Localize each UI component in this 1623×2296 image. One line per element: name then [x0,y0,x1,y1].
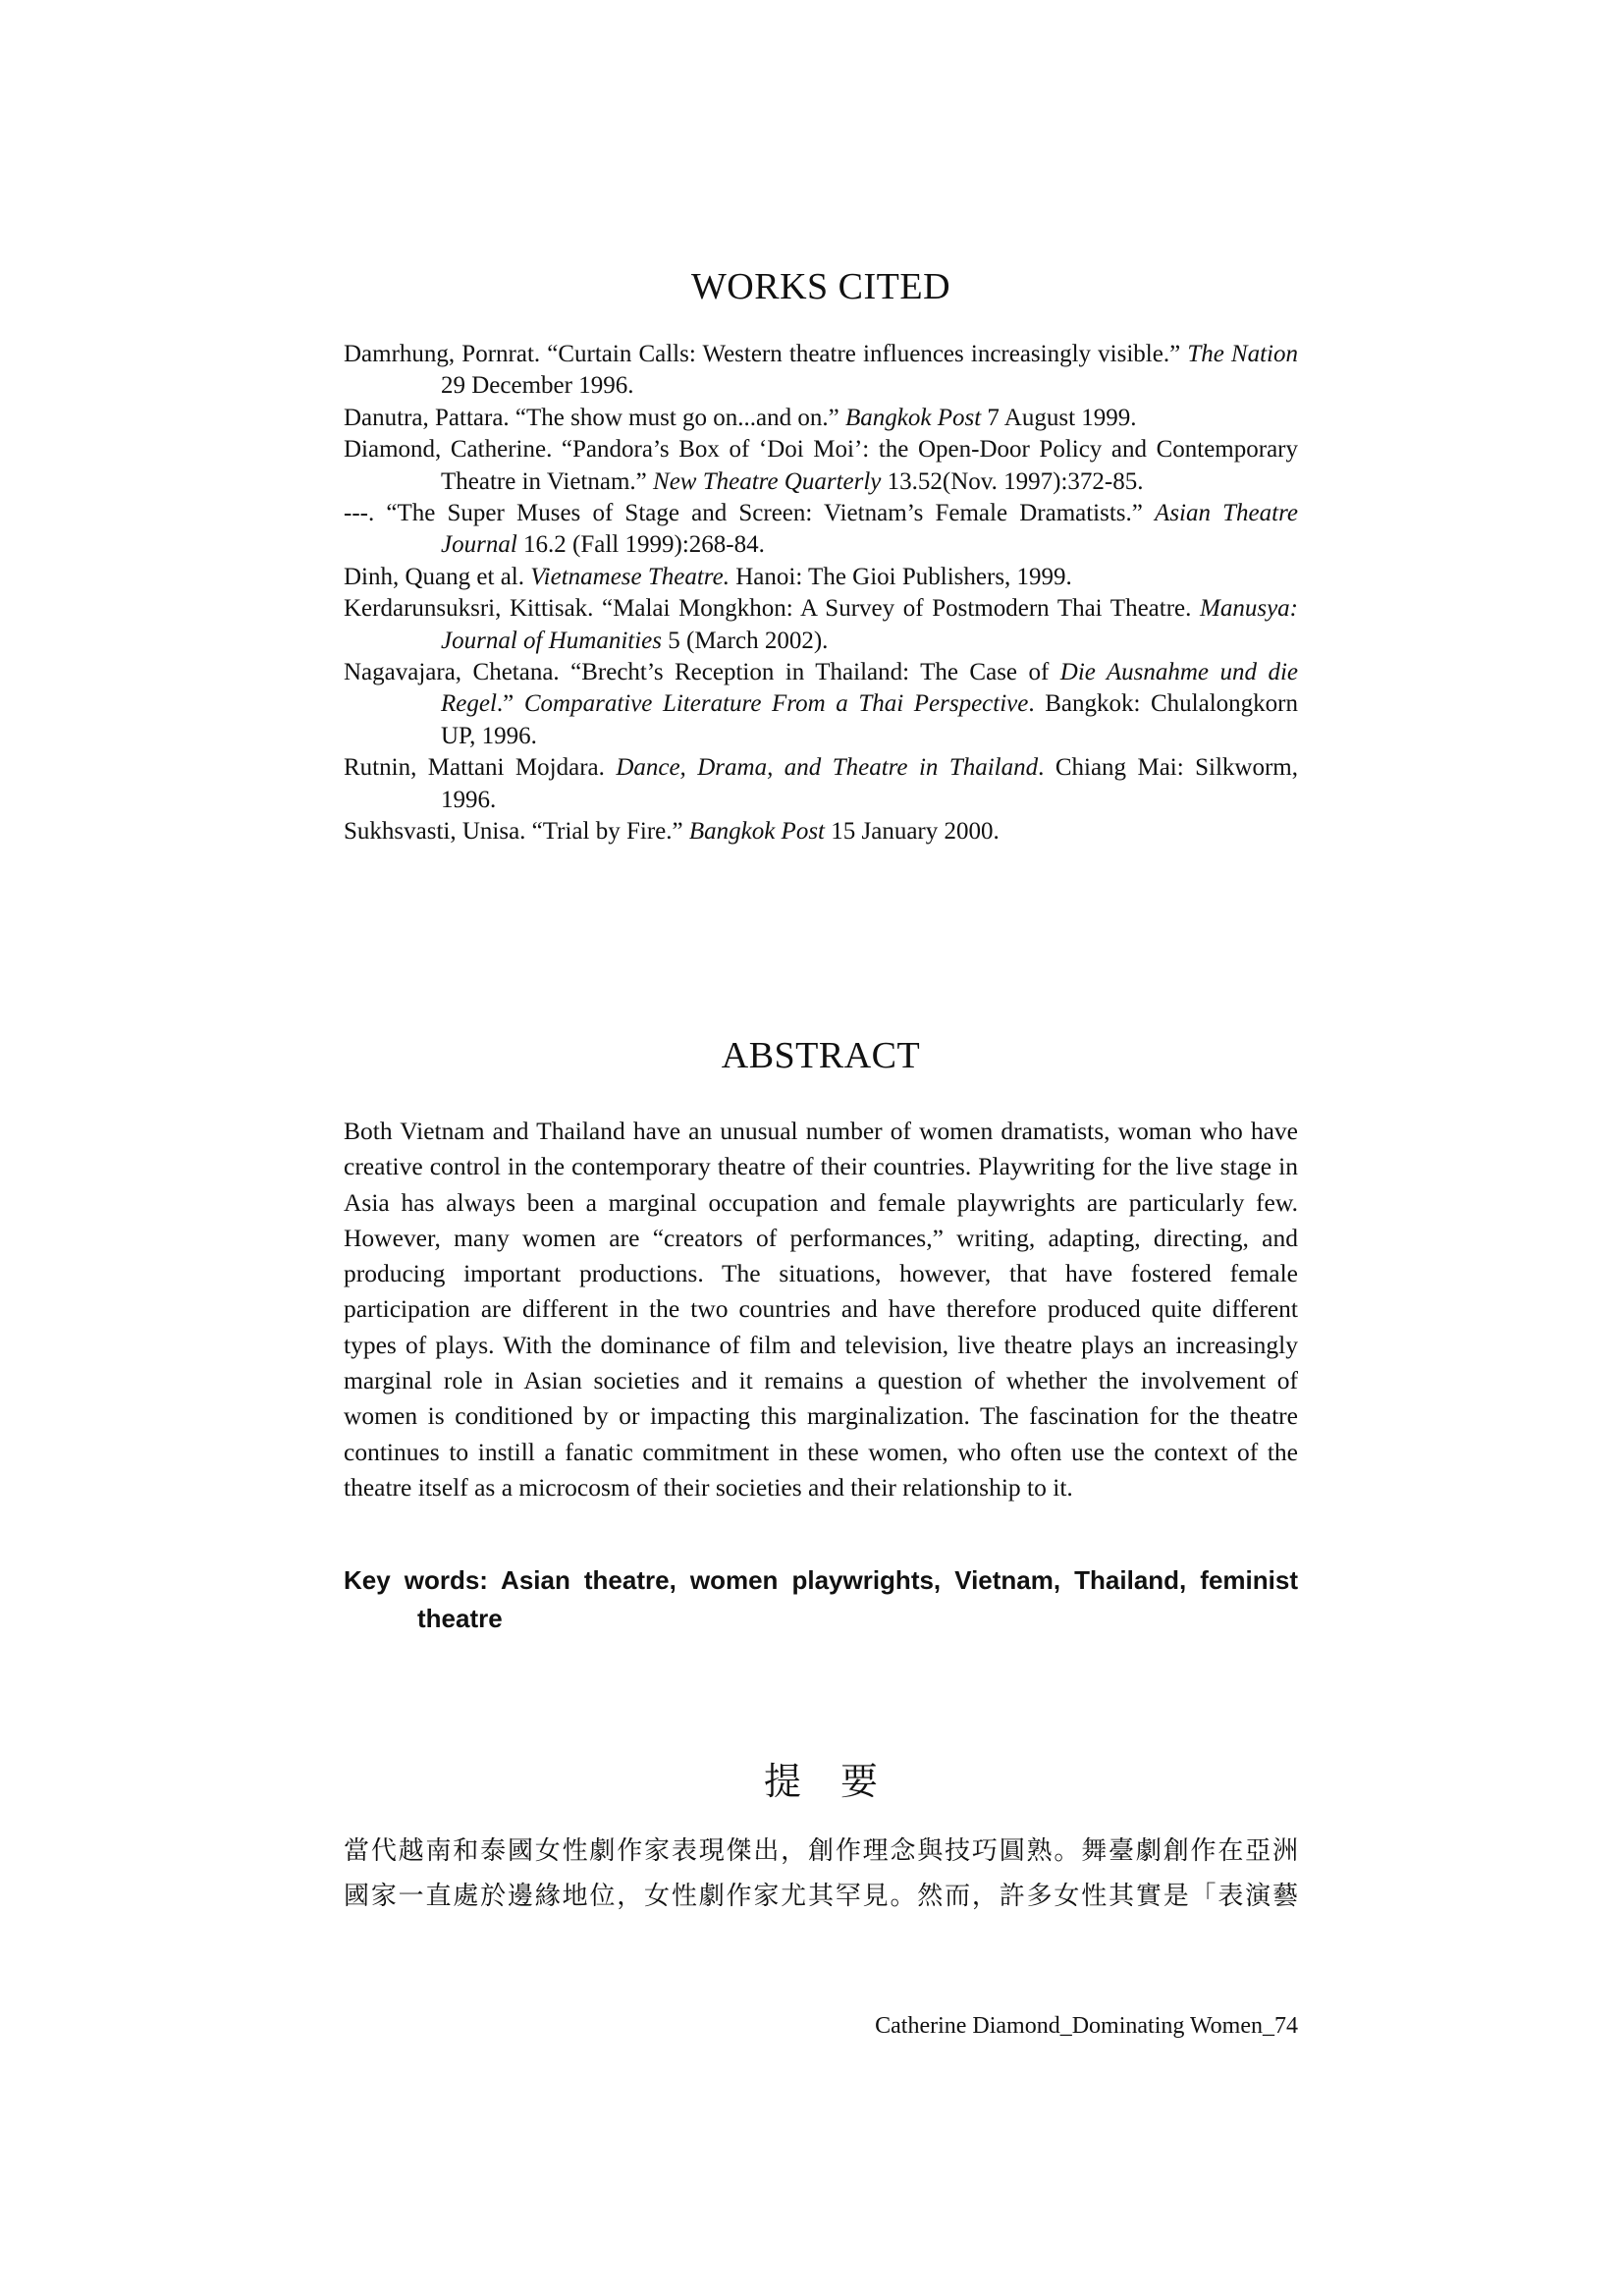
chinese-text-line: 當代越南和泰國女性劇作家表現傑出，創作理念與技巧圓熟。舞臺劇創作在亞洲 [344,1836,1298,1866]
citation-entry: Kerdarunsuksri, Kittisak. “Malai Mongkhon: A Survey of Postmodern Thai Theatre. Manusya: Journal of Humanities 5 (March 2002). [344,595,1298,654]
citation-entry: Nagavajara, Chetana. “Brecht’s Reception in Thailand: The Case of Die Ausnahme und die Regel.” Comparative Literature From a Thai Perspective. Bangkok: Chulalongkorn UP, 1996. [344,659,1298,749]
chinese-text-line: 國家一直處於邊緣地位，女性劇作家尤其罕見。然而，許多女性其實是「表演藝 [344,1882,1298,1911]
abstract-heading: ABSTRACT [721,1035,921,1076]
chinese-abstract-paragraph [344,1829,1298,1919]
running-footer: Catherine Diamond_Dominating Women_74 [875,2013,1298,2039]
keywords-line: Key words: Asian theatre, women playwrights, Vietnam, Thailand, feminist theatre [344,1565,1298,1633]
citation-entry: Sukhsvasti, Unisa. “Trial by Fire.” Bangkok Post 15 January 2000. [344,818,1000,846]
chinese-abstract-heading: 提要 [763,1762,917,1803]
citation-entry: Damrhung, Pornrat. “Curtain Calls: Western theatre influences increasingly visible.” The Nation 29 December 1996. [344,341,1299,400]
document-page [344,0,1298,2296]
citation-entry: Rutnin, Mattani Mojdara. Dance, Drama, and Theatre in Thailand. Chiang Mai: Silkworm, 1996. [344,754,1298,813]
citation-entry: Diamond, Catherine. “Pandora’s Box of ‘Doi Moi’: the Open-Door Policy and Contemporary Theatre in Vietnam.” New Theatre Quarterly 13.52(Nov. 1997):372-85. [344,436,1298,495]
citation-entry: ---. “The Super Muses of Stage and Screen: Vietnam’s Female Dramatists.” Asian Theatre Journal 16.2 (Fall 1999):268-84. [344,500,1298,559]
citation-entry: Dinh, Quang et al. Vietnamese Theatre. Hanoi: The Gioi Publishers, 1999. [344,563,1072,590]
citation-entry: Danutra, Pattara. “The show must go on...and on.” Bangkok Post 7 August 1999. [344,404,1137,431]
abstract-paragraph: Both Vietnam and Thailand have an unusual number of women dramatists, woman who have creative control in the contemporary theatre of their countries. Playwriting for the live stage in Asia has always been a marginal occupation and female playwrights are particularly few. However, many women are “creators of performances,” writing, adapting, directing, and producing important productions. The situations, however, that have fostered female participation are different in the two countries and have therefore produced quite different types of plays. With the dominance of film and television, live theatre plays an increasingly marginal role in Asian societies and it remains a question of whether the involvement of women is conditioned by or impacting this marginalization. The fascination for the theatre continues to instill a fanatic commitment in these women, who often use the context of the theatre itself as a microcosm of their societies and their relationship to it. [344,1117,1298,1502]
works-cited-list [344,339,1298,848]
works-cited-heading: WORKS CITED [690,266,951,307]
